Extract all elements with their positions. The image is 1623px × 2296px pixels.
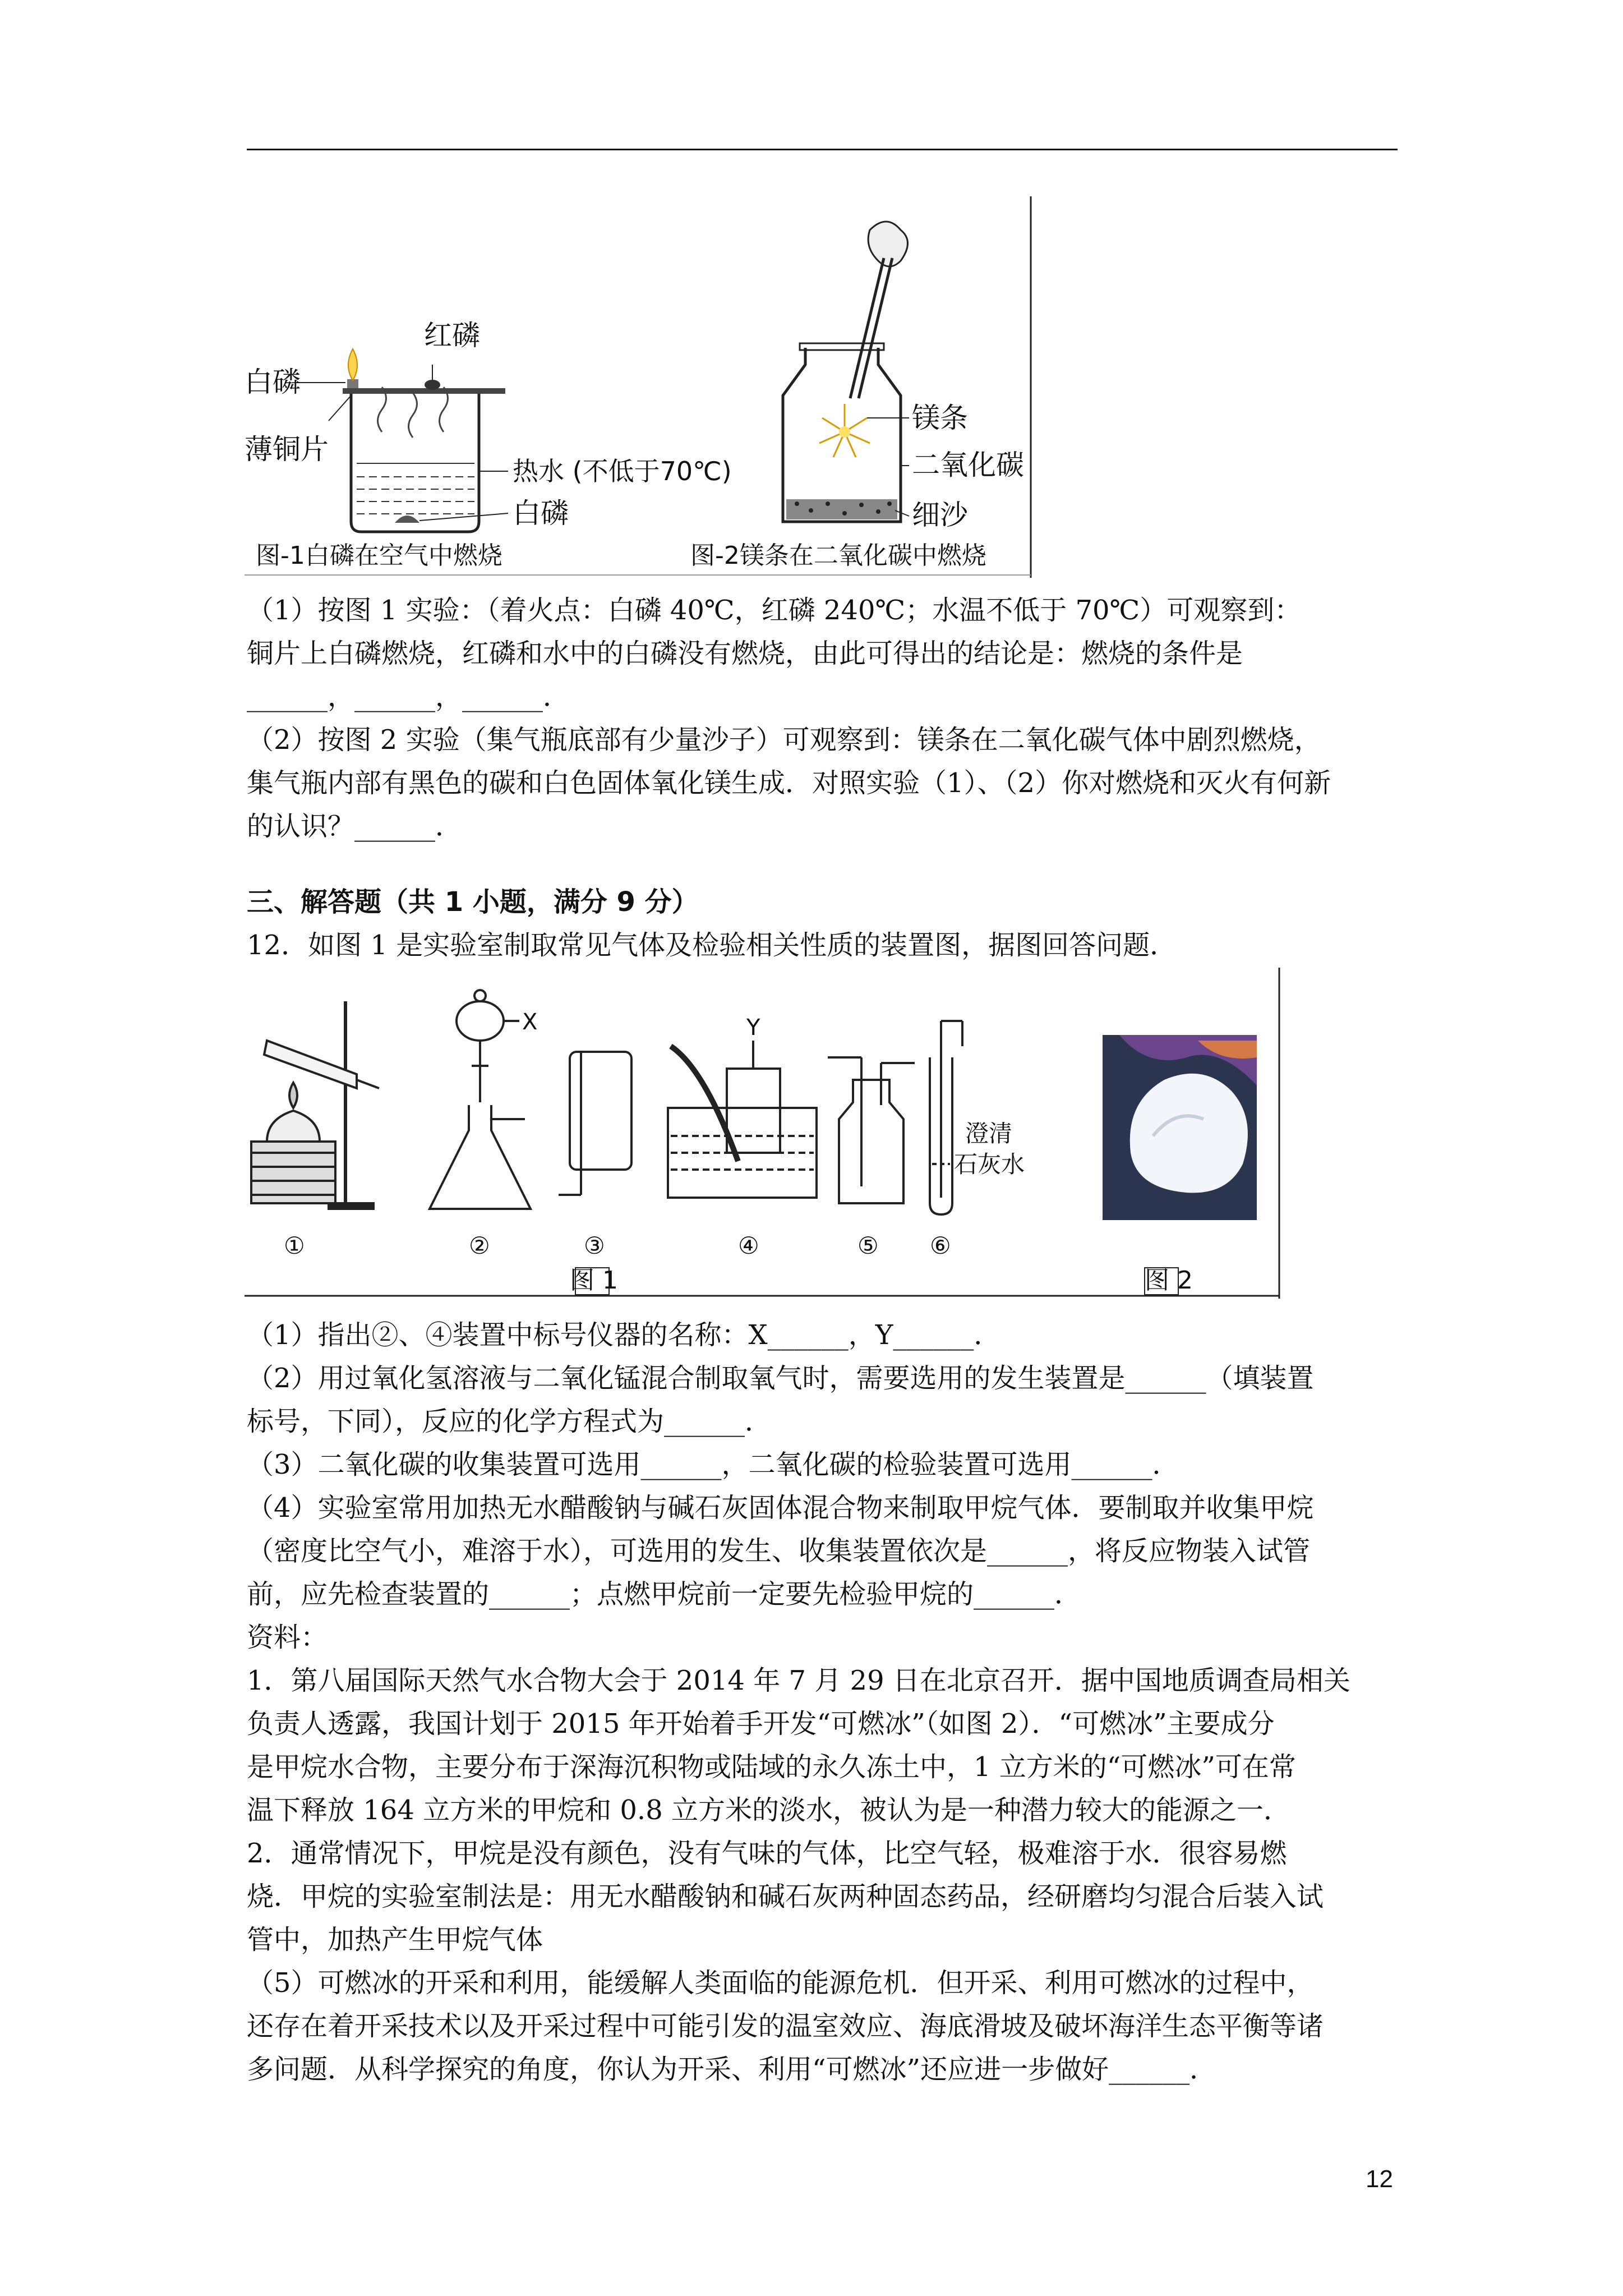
q12-line-2: （2）用过氧化氢溶液与二氧化锰混合制取氧气时，需要选用的发生装置是______（填装置 <box>247 1363 1314 1394</box>
apparatus-6 <box>930 1021 1025 1259</box>
label-y: Y <box>746 1015 760 1041</box>
question-11 <box>247 589 1402 848</box>
q12-line-7: 前，应先检查装置的______；点燃甲烷前一定要先检验甲烷的______． <box>247 1579 1082 1610</box>
question-12 <box>247 1314 1402 2091</box>
label-red-phosphorus: 红磷 <box>424 319 480 352</box>
label-limewater-1: 澄清 <box>965 1120 1013 1147</box>
caption-figure-2: 图 2 <box>1145 1266 1193 1295</box>
beaker-apparatus <box>245 319 732 570</box>
q12-line-17: 还存在着开采技术以及开采过程中可能引发的温室效应、海底滑坡及破坏海洋生态平衡等诸 <box>247 2010 1324 2042</box>
label-limewater-2: 石灰水 <box>954 1151 1025 1178</box>
svg-text:④: ④ <box>738 1232 759 1259</box>
q12-line-12: 温下释放 164 立方米的甲烷和 0.8 立方米的淡水，被认为是一种潜力较大的能源之一． <box>247 1795 1290 1826</box>
svg-text:①: ① <box>284 1232 305 1259</box>
combustion-figure <box>245 196 1035 578</box>
svg-text:②: ② <box>469 1232 490 1259</box>
gas-jar-apparatus <box>690 222 1024 570</box>
q12-line-13: 2．通常情况下，甲烷是没有颜色，没有气味的气体，比空气轻，极难溶于水．很容易燃 <box>247 1838 1287 1869</box>
svg-text:⑥: ⑥ <box>930 1232 951 1259</box>
apparatus-2 <box>430 990 537 1259</box>
q12-line-3: 标号，下同），反应的化学方程式为______． <box>247 1406 772 1437</box>
section-heading: 三、解答题（共 1 小题，满分 9 分） <box>247 886 699 918</box>
q12-line-16: （5）可燃冰的开采和利用，能缓解人类面临的能源危机．但开采、利用可燃冰的过程中， <box>247 1967 1314 1999</box>
apparatus-3 <box>559 1052 631 1259</box>
label-magnesium: 镁条 <box>912 402 968 434</box>
q11-part1-line3: ______，______，______． <box>247 681 570 712</box>
caption-fig-2: 图-2镁条在二氧化碳中燃烧 <box>690 541 986 570</box>
question-12-intro: 12．如图 1 是实验室制取常见气体及检验相关性质的装置图，据图回答问题． <box>247 930 1177 961</box>
apparatus-4 <box>668 1015 817 1259</box>
caption-figure-1: 图 1 <box>570 1266 618 1295</box>
q11-part1-line2: 铜片上白磷燃烧，红磷和水中的白磷没有燃烧，由此可得出的结论是：燃烧的条件是 <box>247 638 1243 669</box>
q12-line-6: （密度比空气小，难溶于水），可选用的发生、收集装置依次是______，将反应物装入试管 <box>247 1535 1311 1567</box>
q12-line-4: （3）二氧化碳的收集装置可选用______，二氧化碳的检验装置可选用______． <box>247 1449 1179 1480</box>
q12-line-14: 烧．甲烷的实验室制法是：用无水醋酸钠和碱石灰两种固态药品，经研磨均匀混合后装入试 <box>247 1881 1324 1912</box>
page-number: 12 <box>1366 2165 1393 2193</box>
q12-line-10: 负责人透露，我国计划于 2015 年开始着手开发“可燃冰”（如图 2）．“可燃冰”主要成分 <box>247 1708 1275 1740</box>
q12-line-5: （4）实验室常用加热无水醋酸钠与碱石灰固体混合物来制取甲烷气体．要制取并收集甲烷 <box>247 1492 1314 1524</box>
caption-fig-1: 图-1白磷在空气中燃烧 <box>256 541 502 570</box>
svg-text:⑤: ⑤ <box>857 1232 879 1259</box>
label-carbon-dioxide: 二氧化碳 <box>912 449 1024 481</box>
apparatus-5 <box>828 1057 915 1259</box>
q11-part1-line1: （1）按图 1 实验：（着火点：白磷 40℃，红磷 240℃；水温不低于 70℃）可观察到： <box>247 595 1302 626</box>
q12-line-1: （1）指出②、④装置中标号仪器的名称：X______，Y______． <box>247 1319 1001 1351</box>
q12-line-15: 管中，加热产生甲烷气体 <box>247 1924 543 1955</box>
q12-line-8: 资料： <box>247 1622 328 1653</box>
q11-part2-line2: 集气瓶内部有黑色的碳和白色固体氧化镁生成．对照实验（1）、（2）你对燃烧和灭火有何新 <box>247 767 1331 799</box>
combustible-ice-photo <box>1103 1035 1257 1220</box>
label-hot-water: 热水 (不低于70℃) <box>513 456 732 486</box>
label-fine-sand: 细沙 <box>912 499 968 531</box>
label-copper-sheet: 薄铜片 <box>245 433 329 466</box>
section-3 <box>247 881 1402 967</box>
label-x: X <box>522 1009 538 1035</box>
label-white-phosphorus-water: 白磷 <box>513 497 569 530</box>
header-rule <box>247 149 1398 150</box>
q11-part2-line1: （2）按图 2 实验（集气瓶底部有少量沙子）可观察到：镁条在二氧化碳气体中剧烈燃烧， <box>247 724 1321 756</box>
q11-part2-line3: 的认识？______． <box>247 811 463 842</box>
label-white-phosphorus: 白磷 <box>245 366 301 398</box>
q12-line-11: 是甲烷水合物，主要分布于深海沉积物或陆域的永久冻土中，1 立方米的“可燃冰”可在常 <box>247 1751 1296 1783</box>
apparatus-1 <box>251 1001 379 1259</box>
q12-line-18: 多问题．从科学探究的角度，你认为开采、利用“可燃冰”还应进一步做好______． <box>247 2054 1217 2085</box>
lab-apparatus-figure <box>245 968 1283 1299</box>
svg-text:③: ③ <box>584 1232 605 1259</box>
q12-line-9: 1．第八届国际天然气水合物大会于 2014 年 7 月 29 日在北京召开．据中国地质调查局相关 <box>247 1665 1350 1696</box>
